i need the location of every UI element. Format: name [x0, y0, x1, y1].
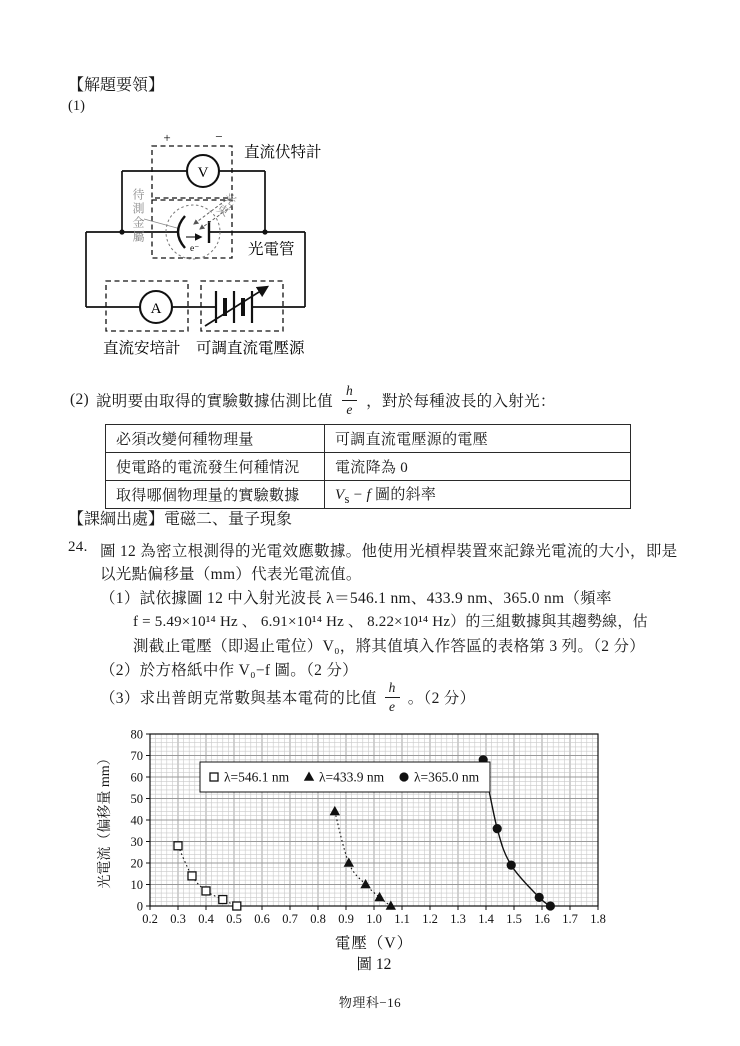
slope-text: 圖的斜率: [370, 486, 437, 503]
source-label: 可調直流電壓源: [196, 340, 305, 357]
item-1-label: (1): [68, 98, 85, 114]
chart-legend: [200, 762, 490, 792]
curriculum-source-note: 【課綱出處】電磁二、量子現象: [68, 511, 293, 528]
y-tick-label: 60: [130, 770, 143, 785]
question-part1-line1: （1）試依據圖 12 中入射光波長 λ＝546.1 nm、433.9 nm、365.0 nm（頻率: [100, 590, 612, 607]
item-2-label: (2): [70, 391, 89, 408]
y-tick-label: 80: [130, 727, 143, 742]
metal-pointer-line: [144, 219, 177, 228]
x-tick-label: 0.8: [310, 912, 326, 926]
data-point-circle: [546, 901, 555, 910]
y-axis-title: 光電流（偏移量 mm）: [98, 751, 113, 889]
minus-f-mid: −: [349, 486, 367, 503]
y-tick-label: 20: [130, 856, 143, 871]
data-point-square: [188, 872, 196, 880]
question-part1-line3: 測截止電壓（即遏止電位）V₀，將其值填入作答區的表格第 3 列。（2 分）: [133, 638, 646, 655]
page-footer: 物理科−16: [338, 995, 402, 1010]
vs-subscript: s: [344, 491, 350, 506]
x-tick-label: 1.2: [422, 912, 438, 926]
y-tick-label: 10: [130, 878, 143, 892]
metal-under-test-label: 待測金屬: [131, 188, 145, 244]
y-tick-label: 50: [130, 792, 143, 806]
electron-label: e⁻: [190, 244, 200, 254]
question-part3: [100, 676, 475, 718]
fraction-numerator: h: [385, 681, 400, 698]
x-axis-title: 電壓（V）: [334, 935, 414, 952]
data-point-square: [233, 902, 241, 910]
y-tick-label: 0: [136, 899, 143, 914]
part3-text-after: 。（2 分）: [407, 690, 476, 707]
question-number: 24.: [68, 539, 88, 555]
x-tick-label: 0.2: [142, 912, 158, 926]
fraction-denominator: e: [389, 698, 396, 714]
part3-text-before: （3）求出普朗克常數與基本電荷的比值: [100, 690, 377, 707]
legend-entry: λ=546.1 nm: [224, 769, 290, 785]
circuit-diagram: [58, 126, 358, 366]
figure-12-chart: [94, 726, 614, 974]
cathode-plate: [178, 216, 185, 248]
y-tick-label: 70: [130, 749, 143, 763]
data-point-square: [219, 896, 227, 904]
table-cell-value: [325, 481, 631, 509]
circuit-svg: [58, 126, 358, 366]
h-over-e-fraction: [340, 384, 359, 416]
fraction-denominator: e: [346, 401, 353, 417]
question-part1-line2: f = 5.49×10¹⁴ Hz 、 6.91×10¹⁴ Hz 、 8.22×10¹⁴ Hz）的三組數據與其趨勢線，估: [133, 614, 648, 630]
x-tick-label: 0.4: [198, 912, 214, 926]
legend-entry: λ=365.0 nm: [414, 769, 480, 785]
x-tick-label: 0.7: [282, 912, 298, 926]
y-tick-label: 40: [130, 813, 143, 828]
table-row: [106, 453, 631, 481]
data-point-square: [174, 842, 182, 850]
f-symbol: f: [366, 486, 371, 503]
x-tick-label: 1.0: [366, 912, 382, 926]
item-2-text-after: ，對於每種波長的入射光：: [366, 393, 556, 410]
x-tick-label: 1.7: [562, 912, 578, 926]
data-point-square: [210, 773, 218, 781]
fraction-numerator: h: [342, 384, 357, 401]
data-point-square: [202, 887, 210, 895]
ammeter-letter: A: [150, 301, 162, 317]
voltmeter-label: 直流伏特計: [244, 144, 322, 161]
plus-sign: +: [163, 130, 171, 145]
minus-sign: −: [215, 129, 223, 144]
answer-table: [105, 424, 631, 509]
x-tick-label: 1.3: [450, 912, 466, 926]
h-over-e-fraction: [383, 681, 402, 713]
question-intro-line1: 圖 12 為密立根測得的光電效應數據。他使用光槓桿裝置來記錄光電流的大小，即是: [100, 543, 678, 560]
item-2-text-before: 說明要由取得的實驗數據估測比值: [95, 393, 333, 410]
voltmeter-letter: V: [197, 165, 209, 181]
phototube-label: 光電管: [248, 241, 295, 258]
junction-dot: [119, 229, 124, 234]
table-cell-value: 電流降為 0: [325, 453, 631, 481]
data-point-circle: [493, 824, 502, 833]
table-row: [106, 425, 631, 453]
x-tick-label: 0.6: [254, 912, 270, 926]
y-tick-label: 30: [130, 835, 143, 849]
table-cell-label: 必須改變何種物理量: [106, 425, 325, 453]
question-intro-line2: 以光點偏移量（mm）代表光電流值。: [100, 566, 362, 583]
data-point-circle: [399, 772, 408, 781]
table-cell-label: 取得哪個物理量的實驗數據: [106, 481, 325, 509]
junction-dot: [262, 229, 267, 234]
x-tick-label: 1.6: [534, 912, 550, 926]
chart-svg: [94, 726, 610, 974]
light-beam-label: 光束: [213, 190, 240, 220]
figure-caption: 圖 12: [356, 956, 392, 973]
x-tick-label: 1.1: [394, 912, 410, 926]
chart-grid: [150, 734, 598, 906]
x-tick-label: 0.3: [170, 912, 186, 926]
ammeter-label: 直流安培計: [103, 340, 181, 357]
x-tick-label: 0.5: [226, 912, 242, 926]
circuit-wires: [86, 171, 305, 307]
table-cell-value: 可調直流電壓源的電壓: [325, 425, 631, 453]
x-tick-label: 0.9: [338, 912, 354, 926]
x-tick-label: 1.8: [590, 912, 606, 926]
table-row: [106, 481, 631, 509]
legend-entry: λ=433.9 nm: [319, 769, 385, 785]
section-heading: 【解題要領】: [68, 77, 165, 94]
item-2-line: [70, 380, 556, 420]
x-tick-label: 1.4: [478, 912, 494, 926]
table-cell-label: 使電路的電流發生何種情況: [106, 453, 325, 481]
data-point-circle: [507, 861, 516, 870]
vs-symbol: V: [335, 486, 345, 503]
data-point-circle: [535, 893, 544, 902]
question-part2: （2）於方格紙中作 V₀−f 圖。（2 分）: [100, 662, 358, 679]
x-tick-label: 1.5: [506, 912, 522, 926]
